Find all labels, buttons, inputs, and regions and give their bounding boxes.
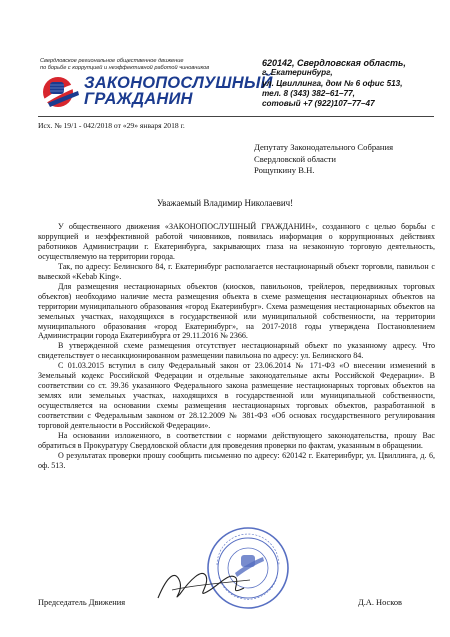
paragraph: У общественного движения «ЗАКОНОПОСЛУШНЫЙ ГРАЖДАНИН», созданного с целью борьбы с коррупцией и неэффективной работой чиновников, появилась информация о коррупционных действиях работников Администрации г. Екатеринбурга, закрывающих глаза на незаконную торговую деятельность, осуществляемую на территории города. (38, 222, 435, 261)
handwritten-signature (150, 560, 260, 610)
signer-name: Д.А. Носков (358, 598, 402, 607)
recipient-line-2: Свердловской области (254, 153, 337, 164)
paragraph: В утвержденной схеме размещения отсутствует нестационарный объект по указанному адресу. Что свидетельствует о несанкционированном размещении павильона по адресу: ул. Белинского 84. (38, 341, 435, 361)
recipient-line-3: Рощупкину В.Н. (254, 165, 315, 176)
address-line-1: 620142, Свердловская область, (262, 58, 406, 68)
paragraph: С 01.03.2015 вступил в силу Федеральный закон от 23.06.2014 № 171-ФЗ «О внесении изменений в Земельный кодекс Российской Федерации и отдельные законодательные акты Российской Федерации». В соответствии со ст. 39.36 указанного Федерального закона размещение нестационарных торговых объектов на землях или земельных участках, находящихся в государственной или муниципальной собственности, осуществляется на основании схемы размещения нестационарных торговых объектов, разработанной в соответствии с Федеральным законом от 28.12.2009 № 381-ФЗ «Об основах государственного регулирования торговой деятельности в Российской Федерации». (38, 361, 435, 431)
paragraph: О результатах проверки прошу сообщить письменно по адресу: 620142 г. Екатеринбург, ул. Цвиллинга, д. 6, оф. 513. (38, 450, 435, 470)
organization-name-line-1: ЗАКОНОПОСЛУШНЫЙ (84, 74, 273, 92)
paragraph: Для размещения нестационарных объектов (киосков, павильонов, трейлеров, передвижных торговых объектов) необходимо наличие места размещения объекта в схеме размещения нестационарных объектов на территории муниципального образования «город Екатеринбург». Схема размещения нестационарных объектов на земельных участках, находящихся в государственной или муниципальной собственности, на территории муниципального образования «город Екатеринбург», на 2017-2018 годы утверждена Постановлением Администрации города Екатеринбурга от 29.11.2016 № 2366. (38, 281, 435, 341)
organization-name-line-2: ГРАЖДАНИН (84, 90, 193, 108)
letterhead-tagline (40, 58, 240, 71)
recipient-line-1: Депутату Законодательного Собрания (254, 142, 394, 152)
letter-body (38, 222, 435, 471)
address-line-5: сотовый +7 (922)107–77–47 (262, 99, 375, 109)
letterhead-address (262, 58, 442, 109)
fist-logo-icon (38, 75, 82, 109)
organization-name (84, 75, 273, 107)
tagline-line-1: Свердловское региональное общественное движение (40, 58, 184, 64)
recipient-block (254, 142, 444, 177)
signer-position: Председатель Движения (38, 598, 126, 607)
paragraph: Так, по адресу: Белинского 84, г. Екатеринбург располагается нестационарный объект торговли, павильон с вывеской «Kebab King». (38, 261, 435, 281)
salutation: Уважаемый Владимир Николаевич! (156, 198, 294, 208)
paragraph: На основании изложенного, в соответствии с нормами действующего законодательства, прошу Вас обратиться в Прокуратуру Свердловской области для проведения проверки по фактам, указанным в обращении. (38, 431, 435, 450)
outgoing-number: Исх. № 19/1 - 042/2018 от «29» января 2018 г. (38, 121, 185, 130)
address-line-4: тел. 8 (343) 382–61–77, (262, 88, 355, 98)
address-line-3: ул. Цвиллинга, дом № 6 офис 513, (262, 78, 403, 88)
address-line-2: г. Екатеринбург, (262, 68, 333, 78)
tagline-line-2: по борьбе с коррупцией и неэффективной работой чиновников (40, 64, 210, 71)
letterhead-divider (38, 116, 434, 117)
